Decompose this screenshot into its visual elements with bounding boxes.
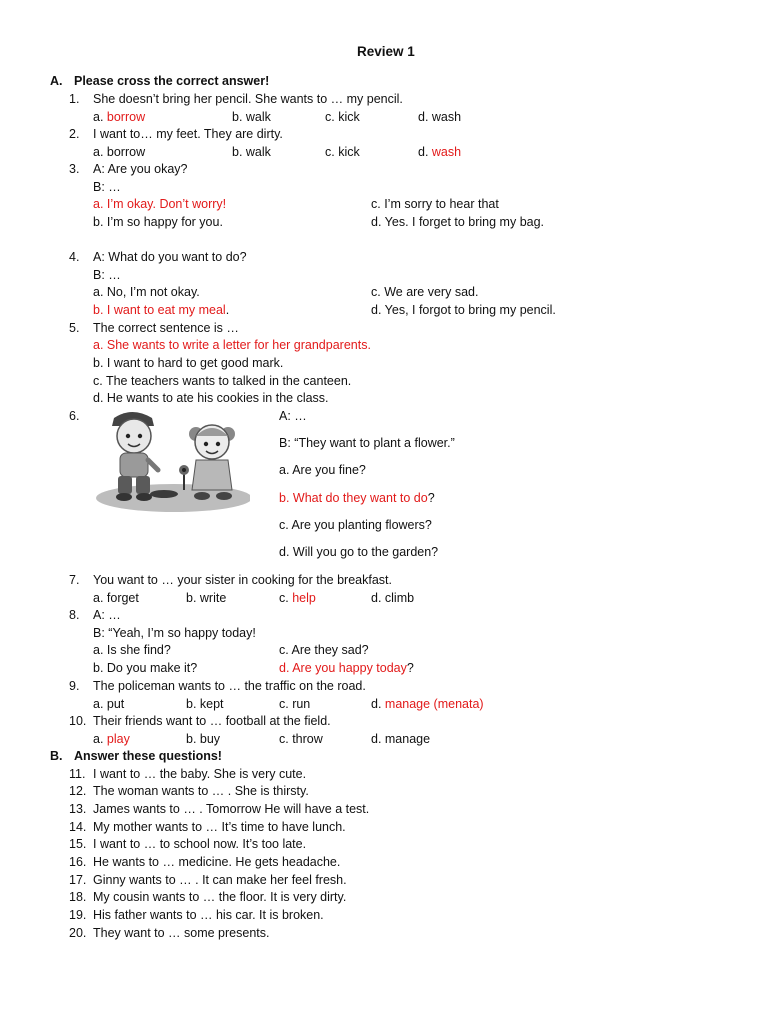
question-text: A: What do you want to do? <box>93 250 247 264</box>
option: a. forget <box>93 591 139 605</box>
essay-question: His father wants to … his car. It is broken. <box>93 908 324 922</box>
essay-question: I want to … to school now. It’s too late. <box>93 837 307 851</box>
question-text: I want to… my feet. They are dirty. <box>93 127 283 141</box>
correct-answer: help <box>292 591 316 605</box>
essay-question: Ginny wants to … . It can make her feel fresh. <box>93 873 347 887</box>
correct-answer: a. She wants to write a letter for her grandparents. <box>93 338 371 352</box>
option: a. borrow <box>93 145 146 159</box>
option: b. I want to hard to get good mark. <box>93 356 284 370</box>
option: c. We are very sad. <box>371 285 479 299</box>
question-text: The correct sentence is … <box>93 321 239 335</box>
question-number: 4. <box>69 250 80 264</box>
option: d. Will you go to the garden? <box>279 545 439 559</box>
essay-number: 17. <box>69 873 87 887</box>
correct-answer: d. Are you happy today <box>279 661 407 675</box>
essay-number: 16. <box>69 855 87 869</box>
section-a-letter: A. <box>50 74 63 88</box>
option: d. Yes, I forgot to bring my pencil. <box>371 303 556 317</box>
essay-question: They want to … some presents. <box>93 926 270 940</box>
question-text: You want to … your sister in cooking for the breakfast. <box>93 573 392 587</box>
option: c. help <box>279 591 316 605</box>
option: b. I’m so happy for you. <box>93 215 223 229</box>
correct-answer: b. What do they want to do <box>279 491 428 505</box>
option: d. wash <box>418 110 462 124</box>
question-line: B: “Yeah, I’m so happy today! <box>93 626 256 640</box>
question-number: 9. <box>69 679 80 693</box>
correct-answer: manage (menata) <box>384 697 484 711</box>
essay-number: 20. <box>69 926 87 940</box>
option: b. write <box>186 591 227 605</box>
option: b. walk <box>232 110 271 124</box>
option: a. play <box>93 732 130 746</box>
question-text: Their friends want to … football at the field. <box>93 714 331 728</box>
correct-answer: b. I want to eat my meal <box>93 303 226 317</box>
question-text: A: … <box>279 409 307 423</box>
essay-question: My mother wants to … It’s time to have lunch. <box>93 820 346 834</box>
option: c. throw <box>279 732 323 746</box>
question-text: A: Are you okay? <box>93 162 188 176</box>
page-title: Review 1 <box>357 44 415 59</box>
option: b. What do they want to do? <box>279 491 435 505</box>
option: b. I want to eat my meal. <box>93 303 230 317</box>
essay-question: He wants to … medicine. He gets headache. <box>93 855 341 869</box>
essay-number: 12. <box>69 784 87 798</box>
section-b-letter: B. <box>50 749 63 763</box>
essay-question: James wants to … . Tomorrow He will have a test. <box>93 802 370 816</box>
option: c. kick <box>325 110 360 124</box>
option: c. Are you planting flowers? <box>279 518 432 532</box>
option: c. Are they sad? <box>279 643 369 657</box>
question-number: 3. <box>69 162 80 176</box>
option: b. kept <box>186 697 224 711</box>
correct-answer: play <box>106 732 130 746</box>
option: a. borrow <box>93 110 146 124</box>
question-line: B: … <box>93 180 121 194</box>
question-line: B: “They want to plant a flower.” <box>279 436 455 450</box>
option: c. run <box>279 697 311 711</box>
children-planting-illustration <box>92 408 250 518</box>
question-number: 10. <box>69 714 87 728</box>
correct-answer: wash <box>431 145 462 159</box>
option: d. climb <box>371 591 415 605</box>
essay-number: 14. <box>69 820 87 834</box>
option: c. The teachers wants to talked in the canteen. <box>93 374 352 388</box>
section-b-heading: Answer these questions! <box>74 749 222 763</box>
question-text: The policeman wants to … the traffic on the road. <box>93 679 366 693</box>
question-line: B: … <box>93 268 121 282</box>
question-text: She doesn’t bring her pencil. She wants to … my pencil. <box>93 92 403 106</box>
question-number: 6. <box>69 409 80 423</box>
option: c. kick <box>325 145 360 159</box>
essay-number: 15. <box>69 837 87 851</box>
essay-question: I want to … the baby. She is very cute. <box>93 767 307 781</box>
essay-number: 13. <box>69 802 87 816</box>
option: a. Are you fine? <box>279 463 366 477</box>
option: c. I’m sorry to hear that <box>371 197 499 211</box>
option: b. walk <box>232 145 271 159</box>
essay-number: 18. <box>69 890 87 904</box>
option: a. put <box>93 697 125 711</box>
option: d. Yes. I forget to bring my bag. <box>371 215 545 229</box>
option: a. No, I’m not okay. <box>93 285 200 299</box>
question-number: 8. <box>69 608 80 622</box>
question-number: 2. <box>69 127 80 141</box>
girl-figure <box>189 425 235 500</box>
essay-number: 19. <box>69 908 87 922</box>
option: b. buy <box>186 732 221 746</box>
essay-number: 11. <box>69 767 86 781</box>
section-a-heading: Please cross the correct answer! <box>74 74 270 88</box>
option: a. Is she find? <box>93 643 171 657</box>
option: d. manage (menata) <box>371 697 484 711</box>
planting-hole <box>150 490 178 498</box>
option: d. wash <box>418 145 462 159</box>
essay-question: The woman wants to … . She is thirsty. <box>93 784 309 798</box>
option: d. manage <box>371 732 431 746</box>
essay-question: My cousin wants to … the floor. It is very dirty. <box>93 890 347 904</box>
question-text: A: … <box>93 608 121 622</box>
question-number: 7. <box>69 573 80 587</box>
correct-answer: a. I’m okay. Don’t worry! <box>93 197 227 211</box>
question-number: 1. <box>69 92 80 106</box>
option: b. Do you make it? <box>93 661 198 675</box>
option: d. He wants to ate his cookies in the class. <box>93 391 329 405</box>
option: d. Are you happy today? <box>279 661 414 675</box>
correct-answer: borrow <box>106 110 146 124</box>
question-number: 5. <box>69 321 80 335</box>
